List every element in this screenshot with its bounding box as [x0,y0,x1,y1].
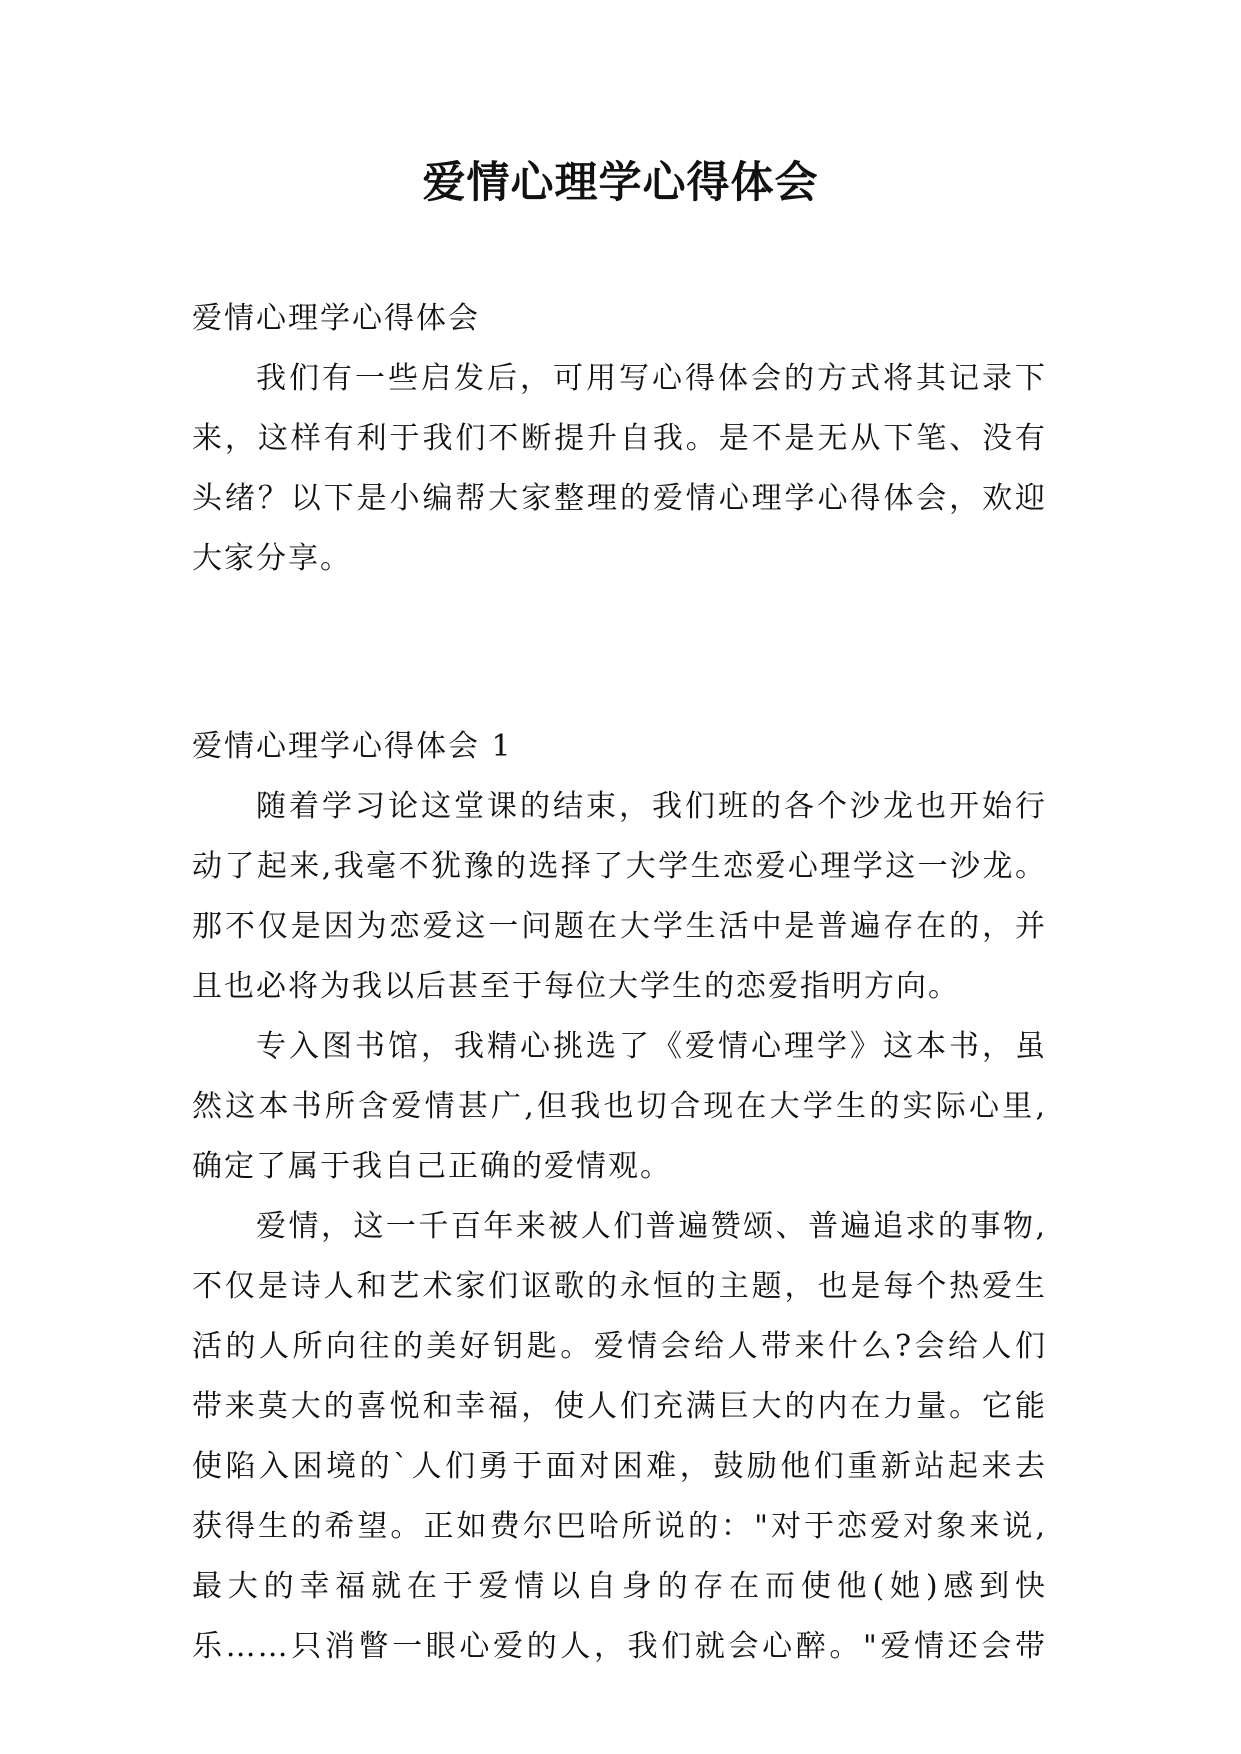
paragraph-1-line-4: 且也必将为我以后甚至于每位大学生的恋爱指明方向。 [192,969,960,1004]
paragraph-2 [192,1017,1047,1197]
paragraph-3-line-5: 使陷入困境的`人们勇于面对困难，鼓励他们重新站起来去 [192,1449,1047,1484]
paragraph-1 [192,777,1047,1017]
intro-paragraph [192,349,1047,589]
intro-line-1: 我们有一些启发后，可用写心得体会的方式将其记录下 [256,361,1047,396]
document-body [192,289,1047,1677]
intro-heading-text: 爱情心理学心得体会 [192,301,480,336]
paragraph-3-line-8: 乐……只消瞥一眼心爱的人，我们就会心醉。"爱情还会带 [192,1629,1047,1664]
paragraph-2-line-2: 然这本书所含爱情甚广,但我也切合现在大学生的实际心里, [192,1089,1047,1124]
paragraph-1-line-1: 随着学习论这堂课的结束，我们班的各个沙龙也开始行 [256,789,1047,824]
paragraph-3-line-2: 不仅是诗人和艺术家们讴歌的永恒的主题，也是每个热爱生 [192,1269,1047,1304]
paragraph-3-line-1: 爱情，这一千百年来被人们普遍赞颂、普遍追求的事物, [256,1209,1047,1244]
paragraph-2-line-1: 专入图书馆，我精心挑选了《爱情心理学》这本书，虽 [256,1029,1047,1064]
intro-line-3: 头绪？以下是小编帮大家整理的爱情心理学心得体会，欢迎 [192,481,1047,516]
paragraph-1-line-3: 那不仅是因为恋爱这一问题在大学生活中是普遍存在的，并 [192,909,1047,944]
paragraph-3-line-4: 带来莫大的喜悦和幸福，使人们充满巨大的内在力量。它能 [192,1389,1047,1424]
intro-line-4: 大家分享。 [192,541,352,576]
paragraph-2-line-3: 确定了属于我自己正确的爱情观。 [192,1149,672,1184]
paragraph-1-line-2: 动了起来,我毫不犹豫的选择了大学生恋爱心理学这一沙龙。 [192,849,1047,884]
section-1-heading [192,717,1047,777]
paragraph-3-line-6: 获得生的希望。正如费尔巴哈所说的："对于恋爱对象来说, [192,1509,1047,1544]
paragraph-3-line-7: 最大的幸福就在于爱情以自身的存在而使他(她)感到快 [192,1569,1047,1604]
paragraph-3 [192,1197,1047,1677]
section-spacer [192,589,1047,717]
section-1-heading-text: 爱情心理学心得体会 1 [192,729,513,764]
paragraph-3-line-3: 活的人所向往的美好钥匙。爱情会给人带来什么?会给人们 [192,1329,1047,1364]
document-title: 爱情心理学心得体会 [422,158,819,208]
intro-line-2: 来，这样有利于我们不断提升自我。是不是无从下笔、没有 [192,421,1047,456]
intro-heading [192,289,1047,349]
